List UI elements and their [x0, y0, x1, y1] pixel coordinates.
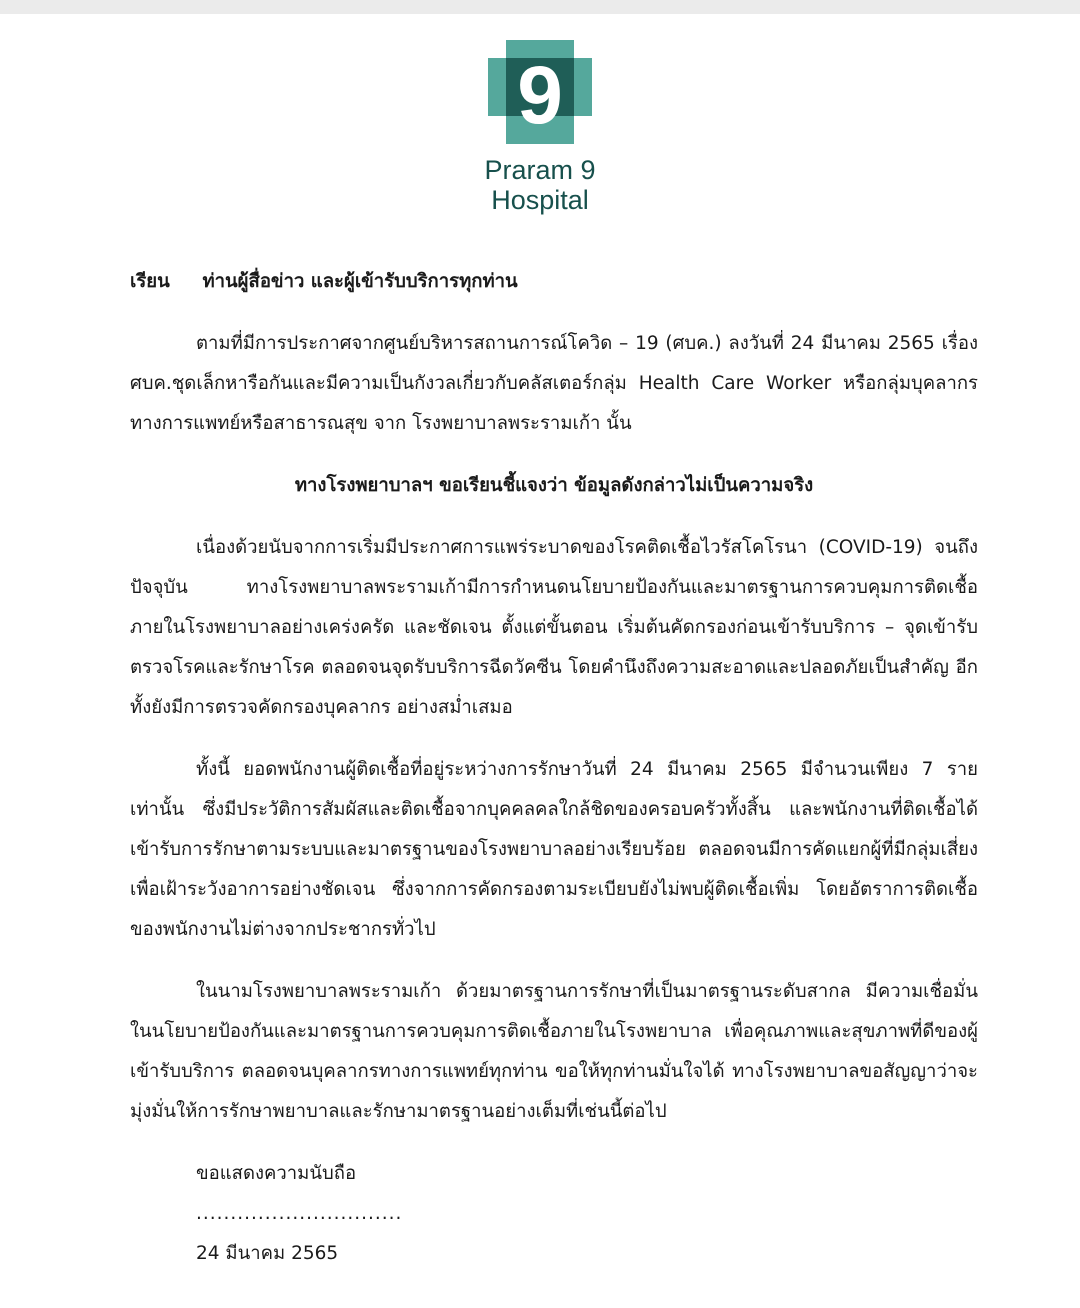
salutation-recipient: ท่านผู้สื่อข่าว และผู้เข้ารับบริการทุกท่าน: [202, 271, 518, 292]
clarification-headline: ทางโรงพยาบาลฯ ขอเรียนชี้แจงว่า ข้อมูลดังกล่าวไม่เป็นความจริง: [294, 475, 814, 496]
paragraph-announcement: ตามที่มีการประกาศจากศูนย์บริหารสถานการณ์โควิด – 19 (ศบค.) ลงวันที่ 24 มีนาคม 2565 เรื่อง ศบค.ชุดเล็กหารือกันและมีความเป็นกังวลเกี่ยวกับคลัสเตอร์กลุ่ม Health Care Worker หรือกลุ่มบุคลากรทางการแพทย์หรือสาธารณสุข จาก โรงพยาบาลพระรามเก้า นั้น: [130, 333, 978, 434]
salutation: [130, 262, 978, 302]
logo-digit: 9: [517, 50, 563, 141]
logo-name-line1: Praram 9: [484, 155, 596, 185]
closing-block: [196, 1154, 978, 1274]
logo-mark-icon: [470, 40, 610, 155]
letter-body: [130, 262, 978, 1274]
letter-date: 24 มีนาคม 2565: [196, 1243, 339, 1264]
logo-name-line2: Hospital: [491, 185, 589, 215]
top-status-strip: [0, 0, 1080, 14]
hospital-logo: [470, 40, 610, 220]
paragraph-staff-cases: ทั้งนี้ ยอดพนักงานผู้ติดเชื้อที่อยู่ระหว่างการรักษาวันที่ 24 มีนาคม 2565 มีจำนวนเพียง 7 รายเท่านั้น ซึ่งมีประวัติการสัมผัสและติดเชื้อจากบุคคลคลใกล้ชิดของครอบครัวทั้งสิ้น และพนักงานที่ติดเชื้อได้เข้ารับการรักษาตามระบบและมาตรฐานของโรงพยาบาลอย่างเรียบร้อย ตลอดจนมีการคัดแยกผู้ที่มีกลุ่มเสี่ยง เพื่อเฝ้าระวังอาการอย่างชัดเจน ซึ่งจากการคัดกรองตามระเบียบยังไม่พบผู้ติดเชื้อเพิ่ม โดยอัตราการติดเชื้อของพนักงานไม่ต่างจากประชากรทั่วไป: [130, 759, 978, 940]
paragraph-policy: เนื่องด้วยนับจากการเริ่มมีประกาศการแพร่ระบาดของโรคติดเชื้อไวรัสโคโรนา (COVID-19) จนถึงปัจจุบัน ทางโรงพยาบาลพระรามเก้ามีการกำหนดนโยบายป้องกันและมาตรฐานการควบคุมการติดเชื้อภายในโรงพยาบาลอย่างเคร่งครัด และชัดเจน ตั้งแต่ขั้นตอน เริ่มต้นคัดกรองก่อนเข้ารับบริการ – จุดเข้ารับตรวจโรคและรักษาโรค ตลอดจนจุดรับบริการฉีดวัคซีน โดยคำนึงถึงความสะอาดและปลอดภัยเป็นสำคัญ อีกทั้งยังมีการตรวจคัดกรองบุคลากร อย่างสม่ำเสมอ: [130, 537, 978, 718]
salutation-label: เรียน: [130, 271, 170, 292]
signature-line: ..............................: [196, 1203, 403, 1224]
paragraph-commitment: ในนามโรงพยาบาลพระรามเก้า ด้วยมาตรฐานการรักษาที่เป็นมาตรฐานระดับสากล มีความเชื่อมั่นในนโยบายป้องกันและมาตรฐานการควบคุมการติดเชื้อภายในโรงพยาบาล เพื่อคุณภาพและสุขภาพที่ดีของผู้เข้ารับบริการ ตลอดจนบุคลากรทางการแพทย์ทุกท่าน ขอให้ทุกท่านมั่นใจได้ ทางโรงพยาบาลขอสัญญาว่าจะมุ่งมั่นให้การรักษาพยาบาลและรักษามาตรฐานอย่างเต็มที่เช่นนี้ต่อไป: [130, 981, 978, 1122]
closing-phrase: ขอแสดงความนับถือ: [196, 1163, 357, 1184]
